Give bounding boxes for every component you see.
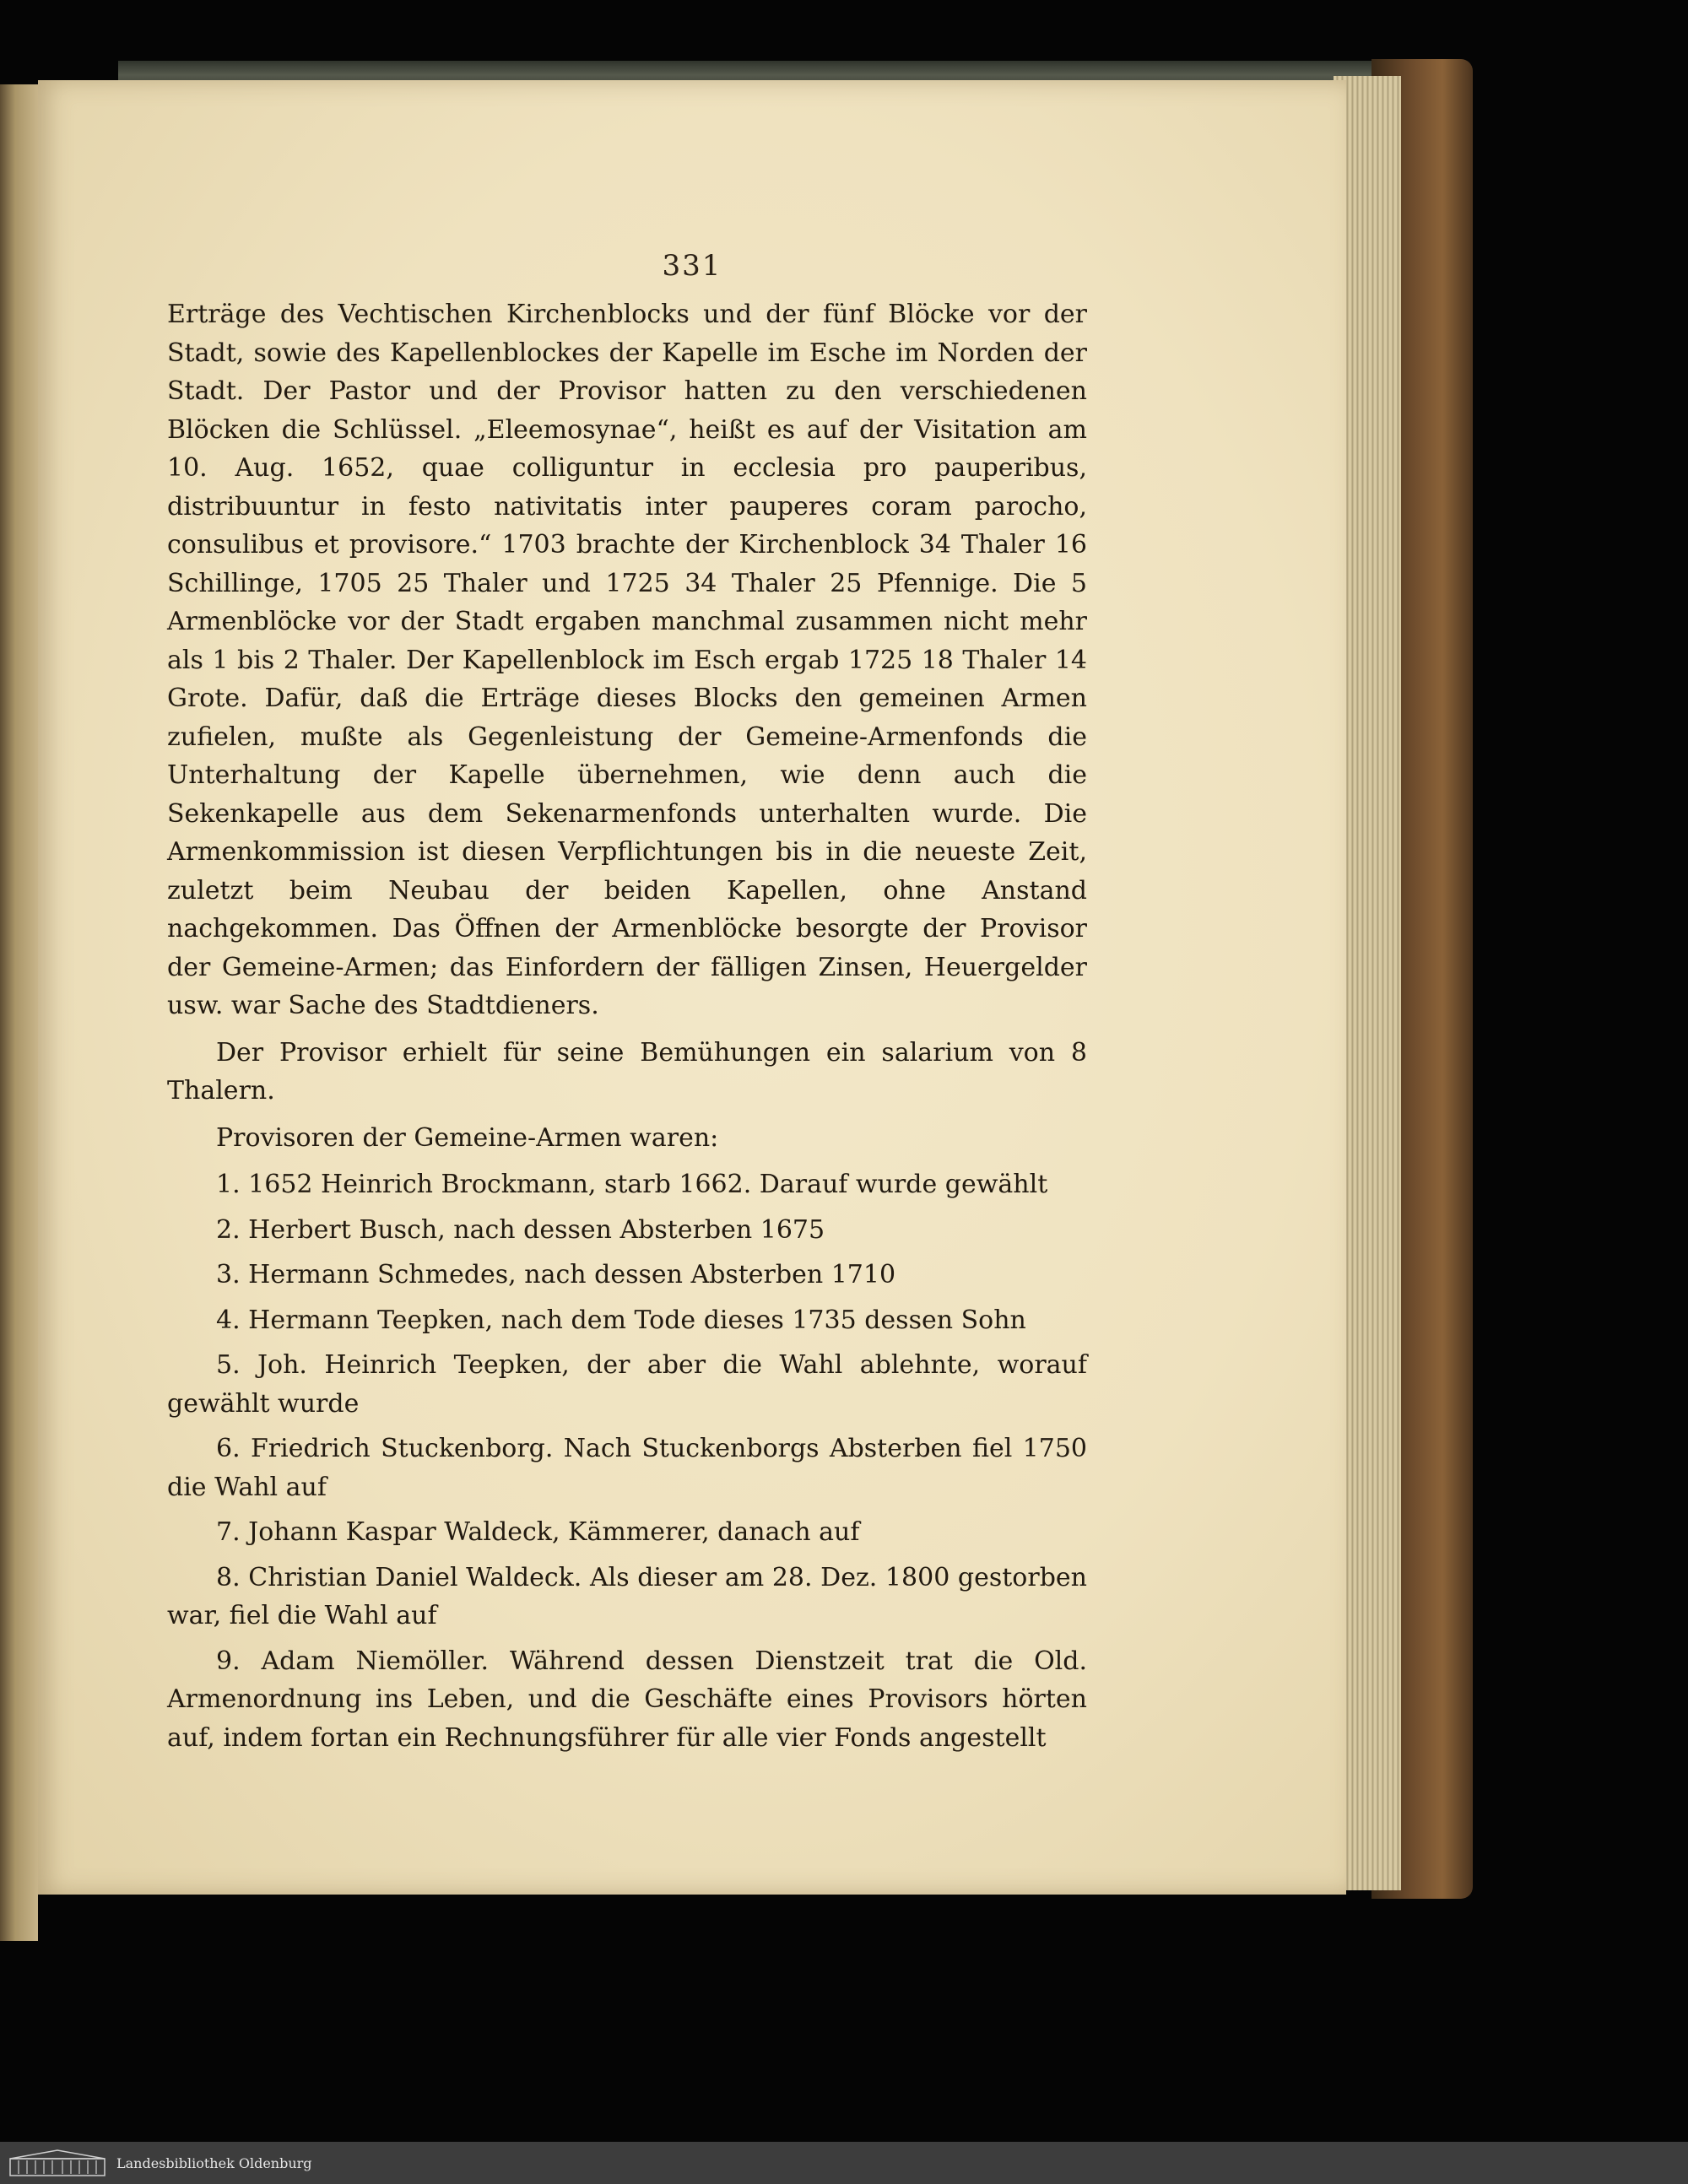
list-item — [167, 1559, 1087, 1635]
list-item-number: 8. — [216, 1562, 241, 1592]
left-page-edge — [0, 84, 38, 1941]
list-item — [167, 1513, 1087, 1552]
list-item-number: 4. — [216, 1305, 241, 1335]
list-item-number: 9. — [216, 1646, 241, 1676]
list-item-text: Joh. Heinrich Teepken, der aber die Wahl ablehnte, worauf gewählt wurde — [167, 1350, 1087, 1419]
list-item — [167, 1211, 1087, 1250]
paragraph-2: Der Provisor erhielt für seine Bemühungen ein salarium von 8 Thalern. — [167, 1037, 1087, 1106]
list-item-text: Hermann Schmedes, nach dessen Absterben 1710 — [248, 1260, 896, 1289]
list-item-number: 7. — [216, 1517, 241, 1547]
library-building-icon — [8, 2149, 106, 2177]
list-item — [167, 1430, 1087, 1506]
list-item-text: Adam Niemöller. Während dessen Dienstzeit trat die Old. Armenordnung ins Leben, und die Geschäfte eines Provisors hörten auf, indem fortan ein Rechnungsführer für alle vier Fonds angestellt — [167, 1646, 1087, 1753]
paragraph-1: Erträge des Vechtischen Kirchenblocks und der fünf Blöcke vor der Stadt, sowie des Kapellenblockes der Kapelle im Esche im Norden der Stadt. Der Pastor und der Provisor hatten zu den verschiedenen Blöcken die Schlüssel. „Eleemosynae“, heißt es auf der Visitation am 10. Aug. 1652, quae colliguntur in ecclesia pro pauperibus, distribuuntur in festo nativitatis inter pauperes coram parocho, consulibus et provisore.“ 1703 brachte der Kirchenblock 34 Thaler 16 Schillinge, 1705 25 Thaler und 1725 34 Thaler 25 Pfennige. Die 5 Armenblöcke vor der Stadt ergaben manchmal zusammen nicht mehr als 1 bis 2 Thaler. Der Kapellenblock im Esch ergab 1725 18 Thaler 14 Grote. Dafür, daß die Erträge dieses Blocks den gemeinen Armen zufielen, mußte als Gegenleistung der Gemeine-Armenfonds die Unterhaltung der Kapelle übernehmen, wie denn auch die Sekenkapelle aus dem Sekenarmenfonds unterhalten wurde. Die Armenkommission ist diesen Verpflichtungen bis in die neueste Zeit, zuletzt beim Neubau der beiden Kapellen, ohne Anstand nachgekommen. Das Öffnen der Armenblöcke besorgte der Provisor der Gemeine-Armen; das Einfordern der fälligen Zinsen, Heuergelder usw. war Sache des Stadtdieners. — [167, 300, 1087, 1020]
list-item-number: 5. — [216, 1350, 241, 1380]
list-item-text: Friedrich Stuckenborg. Nach Stuckenborgs Absterben fiel 1750 die Wahl auf — [167, 1434, 1087, 1502]
list-item — [167, 1165, 1087, 1204]
list-item-number: 3. — [216, 1260, 241, 1289]
list-item-number: 2. — [216, 1214, 241, 1245]
page-number: 331 — [662, 249, 722, 283]
list-item-text: 1652 Heinrich Brockmann, starb 1662. Darauf wurde gewählt — [248, 1170, 1048, 1199]
list-item-text: Christian Daniel Waldeck. Als dieser am 28. Dez. 1800 gestorben war, fiel die Wahl auf — [167, 1562, 1087, 1630]
list-item-text: Herbert Busch, nach dessen Absterben 1675 — [248, 1214, 825, 1245]
list-item-number: 1. — [216, 1170, 241, 1199]
list-item-text: Johann Kaspar Waldeck, Kämmerer, danach auf — [248, 1517, 860, 1547]
list-item — [167, 1642, 1087, 1758]
list-item — [167, 1256, 1087, 1295]
list-item — [167, 1301, 1087, 1340]
paragraph-3: Provisoren der Gemeine-Armen waren: — [216, 1122, 719, 1153]
list-item — [167, 1346, 1087, 1423]
list-item-number: 6. — [216, 1434, 241, 1463]
book-page — [38, 80, 1346, 1895]
list-item-text: Hermann Teepken, nach dem Tode dieses 1735 dessen Sohn — [248, 1305, 1026, 1335]
providers-list — [167, 1165, 1087, 1757]
page-body — [167, 295, 1087, 1764]
footer-bar — [0, 2142, 1688, 2184]
library-name: Landesbibliothek Oldenburg — [116, 2154, 312, 2171]
